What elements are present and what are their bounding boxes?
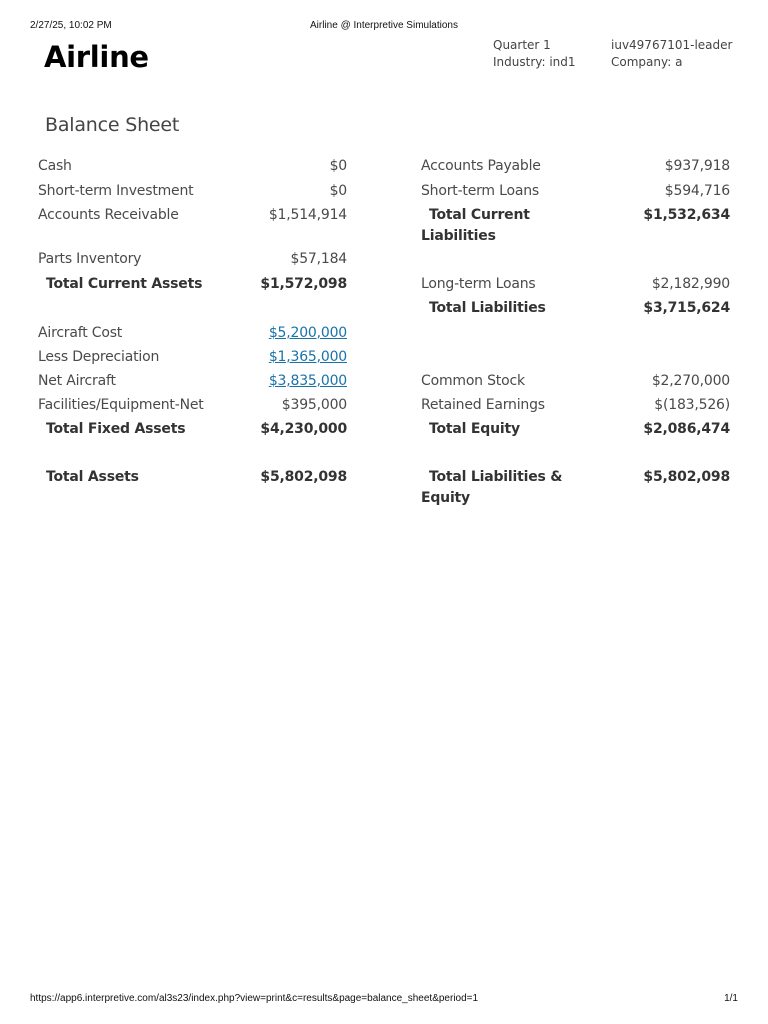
print-page-number: 1/1 (724, 993, 738, 1004)
cash-value: $0 (329, 158, 347, 174)
company-label: Company: a (611, 55, 683, 69)
long-term-loans-value: $2,182,990 (651, 276, 730, 292)
net-aircraft-link[interactable]: $3,835,000 (268, 373, 347, 389)
user-label: iuv49767101-leader (611, 38, 733, 52)
print-footer (30, 993, 738, 1007)
less-depreciation-link[interactable]: $1,365,000 (268, 349, 347, 365)
parts-inventory-label: Parts Inventory (38, 251, 142, 267)
print-header (30, 20, 738, 34)
total-liabilities-equity-value: $5,802,098 (643, 469, 730, 485)
retained-earnings-value: $(183,526) (654, 397, 730, 413)
accounts-payable-label: Accounts Payable (421, 158, 541, 174)
meta-right (611, 37, 732, 71)
total-fixed-assets-value: $4,230,000 (260, 421, 347, 437)
total-current-liabilities-label: Total Current (429, 207, 530, 223)
total-assets-label: Total Assets (46, 469, 139, 485)
total-equity-label: Total Equity (429, 421, 520, 437)
net-aircraft-label: Net Aircraft (38, 373, 116, 389)
meta-left (493, 37, 576, 71)
short-term-loans-value: $594,716 (664, 183, 730, 199)
total-liabilities-equity-label-line2: Equity (421, 490, 470, 506)
aircraft-cost-link[interactable]: $5,200,000 (268, 325, 347, 341)
total-liabilities-equity-label: Total Liabilities & (429, 469, 563, 485)
print-url: https://app6.interpretive.com/al3s23/index.php?view=print&c=results&page=balance_sheet&period=1 (30, 993, 479, 1004)
quarter-label: Quarter 1 (493, 38, 551, 52)
total-current-liabilities-value: $1,532,634 (643, 207, 730, 223)
cash-label: Cash (38, 158, 72, 174)
section-title: Balance Sheet (45, 114, 180, 136)
parts-inventory-value: $57,184 (290, 251, 347, 267)
accounts-payable-value: $937,918 (664, 158, 730, 174)
common-stock-label: Common Stock (421, 373, 525, 389)
aircraft-cost-label: Aircraft Cost (38, 325, 123, 341)
industry-label: Industry: ind1 (493, 55, 576, 69)
app-title: Airline (44, 40, 149, 74)
total-liabilities-label: Total Liabilities (429, 300, 546, 316)
total-current-assets-label: Total Current Assets (46, 276, 203, 292)
short-term-loans-label: Short-term Loans (421, 183, 539, 199)
short-term-investment-label: Short-term Investment (38, 183, 194, 199)
total-liabilities-value: $3,715,624 (643, 300, 730, 316)
total-assets-value: $5,802,098 (260, 469, 347, 485)
total-current-assets-value: $1,572,098 (260, 276, 347, 292)
short-term-investment-value: $0 (329, 183, 347, 199)
long-term-loans-label: Long-term Loans (421, 276, 536, 292)
accounts-receivable-value: $1,514,914 (268, 207, 347, 223)
facilities-equipment-net-label: Facilities/Equipment-Net (38, 397, 204, 413)
common-stock-value: $2,270,000 (651, 373, 730, 389)
print-page-title: Airline @ Interpretive Simulations (310, 20, 458, 31)
accounts-receivable-label: Accounts Receivable (38, 207, 179, 223)
retained-earnings-label: Retained Earnings (421, 397, 545, 413)
print-datetime: 2/27/25, 10:02 PM (30, 20, 112, 31)
total-current-liabilities-label-line2: Liabilities (421, 228, 496, 244)
total-fixed-assets-label: Total Fixed Assets (46, 421, 186, 437)
facilities-equipment-net-value: $395,000 (281, 397, 347, 413)
total-equity-value: $2,086,474 (643, 421, 730, 437)
less-depreciation-label: Less Depreciation (38, 349, 160, 365)
